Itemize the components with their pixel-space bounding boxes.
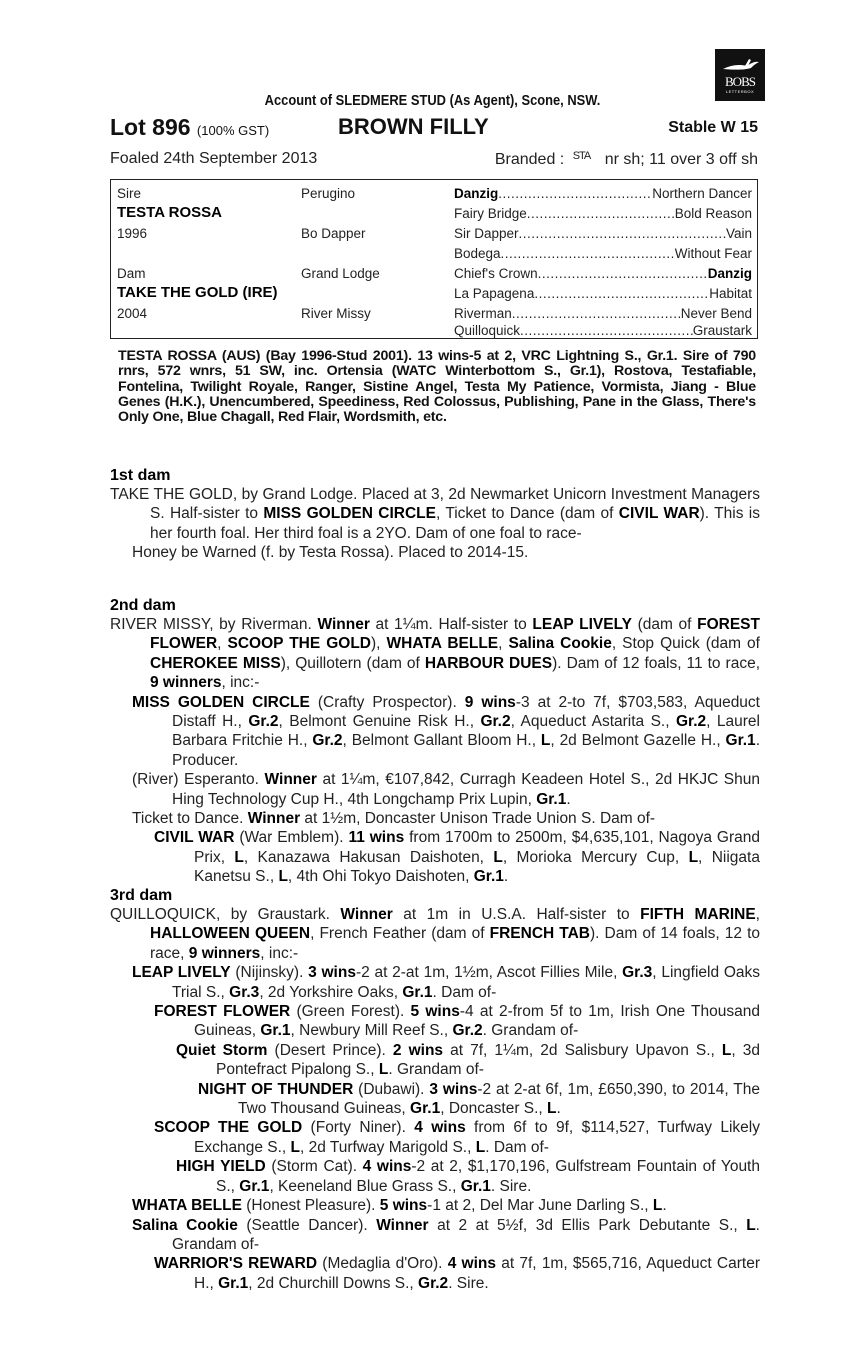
ancestor-right: Danzig — [707, 266, 752, 281]
sire-dam: Bo Dapper — [301, 226, 366, 241]
bold-text: L — [475, 1138, 486, 1156]
horse-name: MISS GOLDEN CIRCLE — [263, 505, 436, 523]
bold-text: L — [547, 1100, 557, 1118]
text: QUILLOQUICK, by Graustark. — [110, 906, 341, 923]
bold-text: WHATA BELLE — [386, 635, 499, 653]
text: . Grandam of- — [482, 1022, 579, 1040]
bold-text: Salina Cookie — [508, 635, 612, 653]
ancestor-left: Bodega — [454, 246, 501, 261]
text: ). Dam of 12 foals, 11 to race, — [552, 654, 761, 672]
ancestor-left: Riverman — [454, 306, 512, 321]
text: at 1¼m. Half-sister to — [369, 616, 533, 633]
produce-entry — [110, 828, 760, 886]
bold-text: L — [652, 1197, 663, 1215]
text: , French Feather (dam of — [310, 925, 490, 943]
branded-info — [495, 150, 758, 169]
produce-entry — [110, 963, 760, 1002]
text: (Medaglia d'Oro). — [317, 1255, 448, 1273]
gst-note: (100% GST) — [196, 123, 270, 138]
bold-text: Gr.2 — [452, 1022, 483, 1040]
bold-text: Salina Cookie — [132, 1216, 238, 1234]
bold-text: CHEROKEE MISS — [150, 654, 281, 672]
pedigree-gen3-row — [454, 323, 752, 338]
bold-text: LEAP LIVELY — [132, 964, 231, 982]
bold-text: WARRIOR'S REWARD — [154, 1255, 318, 1273]
text: , inc:- — [260, 944, 299, 962]
bold-text: Gr.2 — [418, 1274, 449, 1292]
bold-text: Winner — [376, 1216, 429, 1234]
horse-title: BROWN FILLY — [338, 114, 489, 139]
dam-dam: River Missy — [301, 306, 371, 321]
pedigree-gen3-row — [454, 206, 752, 221]
text: , 2d Belmont Gazelle H., — [550, 732, 726, 750]
text: RIVER MISSY, by Riverman. — [110, 616, 318, 633]
text: , 4th Ohi Tokyo Daishoten, — [287, 868, 474, 886]
text: , Morioka Mercury Cup, — [502, 848, 689, 866]
text: . Dam of- — [485, 1138, 549, 1156]
bold-text: Gr.1 — [260, 1022, 291, 1040]
text: -4 at 2-from 5f to 1m, Irish One Thousand Guineas, — [194, 1003, 760, 1040]
text: ), — [371, 635, 387, 653]
bold-text: Gr.3 — [622, 964, 653, 982]
bold-text: 5 wins — [410, 1003, 460, 1021]
pedigree-table — [110, 179, 758, 339]
branded-detail: nr sh; 11 over 3 off sh — [604, 151, 758, 168]
produce-entry — [110, 1254, 760, 1293]
produce-entry — [110, 770, 760, 809]
text: , 2d Churchill Downs S., — [248, 1274, 419, 1292]
produce-entry — [110, 809, 760, 828]
pedigree-gen3-row — [454, 226, 752, 241]
text: , Laurel Barbara Fritchie H., — [172, 713, 760, 750]
bold-text: 9 winners — [150, 674, 222, 692]
text: (Desert Prince). — [267, 1041, 393, 1059]
text: . Producer. — [172, 732, 760, 769]
text: . — [503, 868, 509, 886]
text: at 1½m, Doncaster Unison Trade Union S. Dam of- — [300, 810, 656, 828]
bold-text: L — [746, 1216, 756, 1234]
text: , — [755, 906, 760, 923]
bold-text: FOREST FLOWER — [150, 616, 760, 653]
text: , Belmont Genuine Risk H., — [278, 713, 481, 731]
text: TAKE THE GOLD, by Grand Lodge. Placed at 3, 2d Newmarket Unicorn Investment Managers S. Half-sister to — [110, 486, 760, 523]
bold-text: NIGHT OF THUNDER — [198, 1080, 354, 1098]
bold-text: 5 wins — [379, 1197, 428, 1215]
bold-text: HIGH YIELD — [176, 1158, 266, 1176]
text: at 1¼m, €107,842, Curragh Keadeen Hotel S., 2d HKJC Shun Hing Technology Cup H., 4th Longchamp Prix Lupin, — [172, 771, 760, 808]
lot-number — [110, 114, 269, 141]
bold-text: L — [721, 1041, 732, 1059]
pedigree-gen3-row — [454, 246, 752, 261]
dam-year: 2004 — [117, 306, 148, 321]
bold-text: L — [378, 1061, 389, 1079]
ancestor-left: Chief's Crown — [454, 266, 538, 281]
lot-label: Lot 896 — [110, 114, 191, 140]
text: . Grandam of- — [172, 1216, 760, 1253]
bold-text: L — [540, 732, 551, 750]
bold-text: 3 wins — [429, 1080, 478, 1098]
bold-text: Winner — [317, 616, 370, 633]
bold-text: Gr.3 — [229, 983, 260, 1001]
bold-text: L — [278, 868, 288, 886]
bold-text: L — [688, 848, 699, 866]
bobs-logo — [715, 49, 765, 101]
ancestor-left: Fairy Bridge — [454, 206, 527, 221]
bold-text: Gr.2 — [480, 713, 511, 731]
bold-text: Gr.1 — [725, 732, 756, 750]
text: (Dubawi). — [353, 1080, 430, 1098]
ancestor-right: Graustark — [692, 323, 752, 338]
text: ). Dam of 14 foals, 12 to race, — [150, 925, 760, 962]
produce-entry — [110, 1118, 760, 1157]
sire-year: 1996 — [117, 226, 148, 241]
section-heading: 2nd dam — [110, 597, 176, 614]
brand-mark: STA — [572, 150, 591, 162]
text: at 1m in U.S.A. Half-sister to — [392, 906, 641, 923]
bold-text: Winner — [247, 810, 301, 828]
text: . Dam of- — [432, 983, 497, 1001]
bold-text: Winner — [264, 771, 317, 789]
text: Ticket to Dance. — [132, 810, 248, 828]
stable-label: Stable W 15 — [668, 119, 758, 136]
text: (War Emblem). — [234, 829, 349, 847]
bold-text: SCOOP THE GOLD — [227, 635, 372, 653]
foal-entry: Honey be Warned (f. by Testa Rossa). Placed to 2014-15. — [132, 544, 529, 562]
bold-text: Gr.1 — [536, 790, 567, 808]
text: . Sire. — [448, 1274, 489, 1292]
bold-text: Winner — [340, 906, 393, 923]
text: . — [566, 790, 571, 808]
bold-text: HARBOUR DUES — [424, 654, 553, 672]
bold-text: 2 wins — [392, 1041, 444, 1059]
text: , — [498, 635, 509, 653]
text: , Stop Quick (dam of — [611, 635, 760, 653]
text: , Keeneland Blue Grass S., — [269, 1177, 461, 1195]
bold-text: Gr.2 — [675, 713, 707, 731]
text: -2 at 2-at 6f, 1m, £650,390, to 2014, The Two Thousand Guineas, — [238, 1080, 760, 1118]
text: (River) Esperanto. — [132, 771, 265, 789]
text: . Sire. — [490, 1177, 532, 1195]
section-heading: 1st dam — [110, 467, 171, 484]
ancestor-left: La Papagena — [454, 286, 535, 301]
text: . Grandam of- — [388, 1061, 484, 1079]
text: , inc:- — [221, 674, 260, 692]
ancestor-right: Habitat — [709, 286, 752, 301]
text: . — [556, 1100, 561, 1118]
bold-text: CIVIL WAR — [154, 829, 235, 847]
ancestor-right: Without Fear — [674, 246, 752, 261]
text: , Ticket to Dance (dam of — [435, 505, 619, 523]
text: , Lingfield Oaks Trial S., — [172, 964, 760, 1001]
horse-name: CIVIL WAR — [618, 505, 700, 523]
bold-text: 4 wins — [362, 1158, 412, 1176]
produce-entry — [110, 1216, 760, 1255]
bold-text: 4 wins — [447, 1255, 496, 1273]
produce-entry — [110, 1157, 760, 1196]
text: , Aqueduct Astarita S., — [510, 713, 676, 731]
text: (Nijinsky). — [230, 964, 309, 982]
text: ). This is her fourth foal. Her third foal is a 2YO. Dam of one foal to race- — [150, 505, 760, 542]
second-dam-intro — [110, 615, 760, 693]
text: at 2 at 5½f, 3d Ellis Park Debutante S., — [428, 1216, 747, 1234]
bold-text: FOREST FLOWER — [154, 1003, 291, 1021]
bold-text: Gr.1 — [410, 1100, 441, 1118]
text: (Forty Niner). — [302, 1119, 415, 1137]
branded-label: Branded : — [494, 151, 565, 168]
text: (Green Forest). — [290, 1003, 411, 1021]
text: from 1700m to 2500m, $4,635,101, Nagoya Grand Prix, — [194, 829, 760, 866]
text: (dam of — [631, 616, 698, 633]
logo-text: BOBS — [725, 74, 755, 89]
bold-text: WHATA BELLE — [132, 1197, 242, 1215]
text: , Niigata Kanetsu S., — [194, 848, 760, 886]
foaled-date: Foaled 24th September 2013 — [110, 150, 318, 167]
sire-label: Sire — [117, 186, 142, 201]
text: -2 at 2-at 1m, 1½m, Ascot Fillies Mile, — [355, 964, 623, 982]
third-dam-entries — [110, 963, 760, 1293]
dam-label: Dam — [117, 266, 146, 281]
bold-text: L — [290, 1138, 300, 1156]
ancestor-left: Sir Dapper — [454, 226, 519, 241]
text: , 2d Turfway Marigold S., — [299, 1138, 476, 1156]
bold-text: Quiet Storm — [176, 1041, 268, 1059]
produce-entry — [110, 1080, 760, 1119]
bold-text: Gr.1 — [460, 1177, 491, 1195]
bold-text: FIFTH MARINE — [640, 906, 756, 923]
bold-text: 4 wins — [414, 1119, 466, 1137]
text: (Seattle Dancer). — [237, 1216, 377, 1234]
bold-text: Gr.2 — [248, 713, 279, 731]
pedigree-gen3-row — [454, 266, 752, 281]
ancestor-right: Never Bend — [680, 306, 752, 321]
ancestor-left: Danzig — [454, 186, 499, 201]
second-dam-entries — [110, 693, 760, 887]
bold-text: Gr.1 — [473, 868, 504, 886]
bold-text: FRENCH TAB — [489, 925, 590, 943]
text: (Honest Pleasure). — [241, 1197, 380, 1215]
text: (Storm Cat). — [265, 1158, 363, 1176]
bold-text: 11 wins — [348, 829, 405, 847]
bold-text: 3 wins — [308, 964, 356, 982]
sire-sire: Perugino — [301, 186, 356, 201]
bold-text: 9 wins — [464, 693, 516, 711]
sire-summary: TESTA ROSSA (AUS) (Bay 1996-Stud 2001). 13 wins-5 at 2, VRC Lightning S., Gr.1. Sire of 790 rnrs, 572 wnrs, 51 SW, inc. Ortensia (WATC Winterbottom S., Gr.1), Rostova, Testafiable, Fontelina, Twilight Royale, Ranger, Sistine Angel, Testa My Patience, Vormista, Jiang - Blue Genes (H.K.), Unencumbered, Speediness, Red Colossus, Publishing, Pane in the Glass, There's Only One, Blue Chagall, Red Flair, Wordsmith, etc. — [118, 348, 756, 426]
text: , Newbury Mill Reef S., — [290, 1022, 453, 1040]
produce-entry — [110, 1002, 760, 1041]
text: (Crafty Prospector). — [309, 693, 465, 711]
dam-sire: Grand Lodge — [301, 266, 380, 281]
ancestor-left: Quilloquick — [454, 323, 521, 338]
bird-icon — [715, 55, 765, 75]
text: -3 at 2-to 7f, $703,583, Aqueduct Distaff H., — [172, 693, 760, 731]
text: ), Quillotern (dam of — [280, 654, 425, 672]
text: , 2d Yorkshire Oaks, — [259, 983, 403, 1001]
pedigree-gen3-row — [454, 286, 752, 301]
ancestor-right: Bold Reason — [674, 206, 752, 221]
text: , Kanazawa Hakusan Daishoten, — [243, 848, 494, 866]
pedigree-gen3-row — [454, 186, 752, 201]
text: from 6f to 9f, $114,527, Turfway Likely Exchange S., — [194, 1119, 760, 1156]
logo-subtext: LETTERBOX — [725, 89, 755, 94]
text: , Doncaster S., — [440, 1100, 548, 1118]
text: , Belmont Gallant Bloom H., — [342, 732, 541, 750]
first-dam-text — [110, 485, 760, 543]
bold-text: Gr.1 — [218, 1274, 249, 1292]
produce-entry — [110, 1041, 760, 1080]
text: , — [217, 635, 228, 653]
text: -1 at 2, Del Mar June Darling S., — [427, 1197, 653, 1215]
text: -2 at 2, $1,170,196, Gulfstream Fountain of Youth S., — [216, 1158, 760, 1195]
bold-text: L — [234, 848, 244, 866]
bold-text: SCOOP THE GOLD — [154, 1119, 303, 1137]
bold-text: Gr.1 — [239, 1177, 270, 1195]
produce-entry — [110, 693, 760, 771]
third-dam-section — [110, 887, 760, 1293]
sire-name: TESTA ROSSA — [117, 204, 223, 221]
bold-text: 9 winners — [188, 944, 261, 962]
bold-text: LEAP LIVELY — [532, 616, 632, 633]
ancestor-right: Vain — [725, 226, 752, 241]
produce-entry — [110, 1196, 760, 1215]
bold-text: L — [493, 848, 503, 866]
pedigree-gen3-row — [454, 306, 752, 321]
bold-text: HALLOWEEN QUEEN — [150, 925, 311, 943]
ancestor-right: Northern Dancer — [652, 186, 752, 201]
section-heading: 3rd dam — [110, 887, 173, 904]
text: . — [662, 1197, 667, 1215]
bold-text: MISS GOLDEN CIRCLE — [132, 693, 310, 711]
text: at 7f, 1¼m, 2d Salisbury Upavon S., — [443, 1041, 722, 1059]
lot-line — [110, 114, 758, 142]
third-dam-intro — [110, 905, 760, 963]
second-dam-section — [110, 597, 760, 887]
text: , 3d Pontefract Pipalong S., — [216, 1041, 761, 1079]
dam-name: TAKE THE GOLD (IRE) — [117, 284, 278, 301]
bold-text: Gr.1 — [402, 983, 433, 1001]
text: at 7f, 1m, $565,716, Aqueduct Carter H., — [194, 1255, 760, 1292]
bold-text: Gr.2 — [312, 732, 343, 750]
account-line: Account of SLEDMERE STUD (As Agent), Scone, NSW. — [264, 92, 601, 109]
first-dam-section — [110, 467, 760, 563]
